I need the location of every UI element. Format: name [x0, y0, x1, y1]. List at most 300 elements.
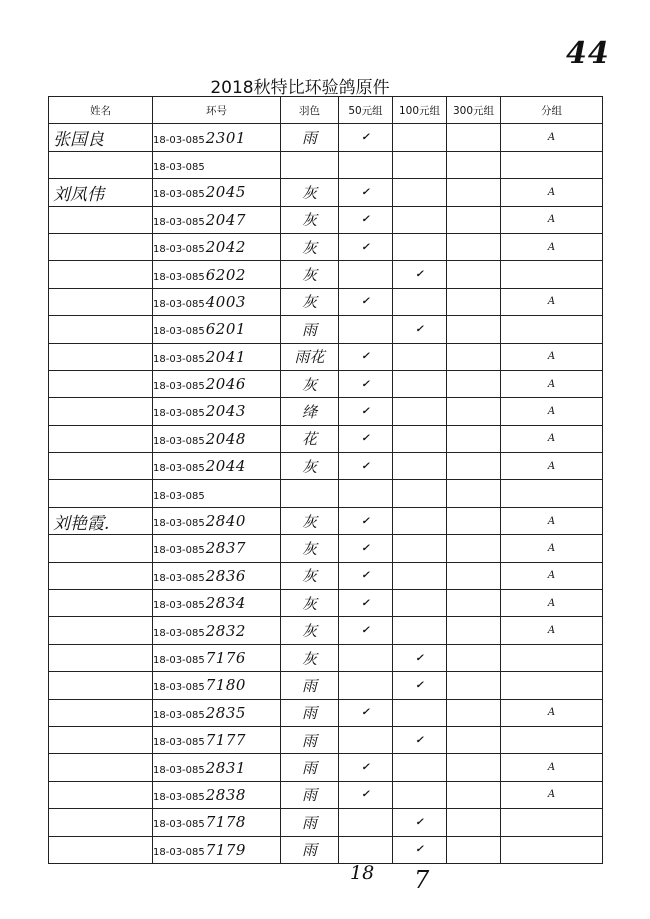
ring-number-cell: [153, 672, 281, 699]
group-300-check: [447, 726, 501, 753]
group-50-check: ✓: [339, 206, 393, 233]
ring-number-cell: [153, 809, 281, 836]
group-50-check: ✓: [339, 781, 393, 808]
group-letter: A: [501, 288, 603, 315]
group-letter: A: [501, 781, 603, 808]
owner-name-cell: [49, 644, 153, 671]
ring-number-cell: [153, 179, 281, 206]
ring-number-cell: [153, 617, 281, 644]
table-row: [49, 781, 603, 808]
owner-name: [49, 347, 53, 367]
feather-color-cell: [281, 809, 339, 836]
ring-prefix: 18-03-085: [153, 435, 205, 447]
group-300-check: [447, 809, 501, 836]
table-row: [49, 151, 603, 178]
feather-color: 花: [301, 430, 317, 449]
ring-prefix: 18-03-085: [153, 244, 205, 256]
owner-name-cell: [49, 124, 153, 151]
group-50-check: ✓: [339, 617, 393, 644]
table-body: [49, 124, 603, 864]
table-row: [49, 179, 603, 206]
ring-number-cell: [153, 151, 281, 178]
header-50-group: 50元组: [339, 97, 393, 124]
ring-prefix: 18-03-085: [153, 846, 205, 858]
owner-name: [49, 703, 53, 723]
group-300-check: [447, 562, 501, 589]
owner-name-cell: [49, 316, 153, 343]
ring-number-cell: [153, 261, 281, 288]
group-letter: [501, 151, 603, 178]
footer-count-50-group: 18: [350, 862, 375, 884]
ring-suffix: 2831: [205, 758, 246, 777]
ring-suffix: 2045: [205, 183, 246, 202]
feather-color-cell: [281, 343, 339, 370]
owner-name: [49, 429, 53, 449]
owner-name-cell: [49, 151, 153, 178]
group-letter: [501, 480, 603, 507]
owner-name: [49, 730, 53, 750]
owner-name-cell: [49, 398, 153, 425]
owner-name: [49, 675, 53, 695]
owner-name-cell: [49, 288, 153, 315]
feather-color: 雨: [301, 813, 317, 832]
owner-name: [49, 292, 53, 312]
ring-prefix: 18-03-085: [153, 819, 205, 831]
ring-number-cell: [153, 562, 281, 589]
group-50-check: [339, 809, 393, 836]
table-row: [49, 316, 603, 343]
ring-prefix: 18-03-085: [153, 408, 205, 420]
owner-name-cell: [49, 672, 153, 699]
group-50-check: [339, 151, 393, 178]
feather-color-cell: [281, 370, 339, 397]
group-50-check: ✓: [339, 590, 393, 617]
ring-number-cell: [153, 480, 281, 507]
group-300-check: [447, 535, 501, 562]
page-number: 44: [566, 36, 610, 71]
feather-color: 灰: [301, 457, 317, 476]
owner-name-cell: [49, 233, 153, 260]
group-300-check: [447, 507, 501, 534]
group-100-check: [393, 453, 447, 480]
feather-color: 雨: [301, 320, 317, 339]
group-letter: [501, 261, 603, 288]
ring-suffix: 2043: [205, 402, 246, 421]
ring-suffix: 2047: [205, 210, 246, 229]
group-100-check: ✓: [393, 809, 447, 836]
header-100-group: 100元组: [393, 97, 447, 124]
ring-number-cell: [153, 343, 281, 370]
ring-prefix: 18-03-085: [153, 655, 205, 666]
group-100-check: ✓: [393, 644, 447, 671]
owner-name: [49, 593, 53, 613]
ring-suffix: 7176: [205, 649, 246, 667]
ring-suffix: 2837: [205, 539, 246, 558]
owner-name-cell: [49, 425, 153, 452]
feather-color-cell: [281, 206, 339, 233]
ring-suffix: 6201: [205, 320, 246, 339]
feather-color-cell: [281, 480, 339, 507]
ring-prefix: 18-03-085: [153, 682, 205, 694]
ring-number-cell: [153, 370, 281, 397]
group-100-check: [393, 590, 447, 617]
group-300-check: [447, 179, 501, 206]
feather-color-cell: [281, 617, 339, 644]
owner-name-cell: [49, 754, 153, 781]
group-100-check: ✓: [393, 836, 447, 863]
group-50-check: ✓: [339, 562, 393, 589]
table-row: [49, 754, 603, 781]
owner-name: [49, 374, 53, 394]
ring-prefix: 18-03-085: [153, 518, 205, 530]
feather-color: 雨: [301, 759, 317, 778]
feather-color: 雨: [301, 786, 317, 805]
feather-color: 雨花: [294, 348, 325, 367]
ring-number-cell: [153, 233, 281, 260]
ring-suffix: 2836: [205, 566, 246, 585]
feather-color: 雨: [301, 704, 317, 723]
header-300-group: 300元组: [447, 97, 501, 124]
group-50-check: ✓: [339, 370, 393, 397]
feather-color-cell: [281, 151, 339, 178]
ring-suffix: 7180: [205, 676, 246, 695]
header-name: 姓名: [49, 97, 153, 124]
group-letter: A: [501, 617, 603, 644]
feather-color: 灰: [301, 539, 317, 558]
group-300-check: [447, 781, 501, 808]
group-100-check: [393, 398, 447, 425]
group-letter: [501, 836, 603, 863]
feather-color-cell: [281, 836, 339, 863]
owner-name-cell: [49, 480, 153, 507]
ring-suffix: 2832: [205, 621, 246, 640]
group-50-check: ✓: [339, 453, 393, 480]
ring-suffix: 2048: [205, 429, 246, 448]
group-100-check: [393, 617, 447, 644]
owner-name: [49, 648, 53, 668]
group-300-check: [447, 754, 501, 781]
feather-color-cell: [281, 699, 339, 726]
group-300-check: [447, 343, 501, 370]
feather-color-cell: [281, 261, 339, 288]
owner-name: [49, 319, 53, 339]
owner-name: [49, 401, 53, 421]
table-row: [49, 453, 603, 480]
ring-number-cell: [153, 590, 281, 617]
group-300-check: [447, 480, 501, 507]
feather-color-cell: [281, 726, 339, 753]
ring-suffix: 7177: [205, 731, 246, 750]
group-50-check: [339, 480, 393, 507]
feather-color: 灰: [301, 567, 317, 586]
group-letter: A: [501, 398, 603, 425]
table-row: [49, 343, 603, 370]
table-row: [49, 672, 603, 699]
group-100-check: [393, 343, 447, 370]
group-50-check: ✓: [339, 699, 393, 726]
group-100-check: [393, 151, 447, 178]
group-50-check: [339, 261, 393, 288]
owner-name: [49, 155, 53, 175]
feather-color: 灰: [301, 238, 317, 257]
ring-prefix: 18-03-085: [153, 161, 205, 173]
group-300-check: [447, 151, 501, 178]
feather-color-cell: [281, 644, 339, 671]
ring-prefix: 18-03-085: [153, 600, 205, 612]
group-letter: A: [501, 590, 603, 617]
table-row: [49, 124, 603, 151]
owner-name: [49, 812, 53, 832]
table-row: [49, 480, 603, 507]
group-100-check: [393, 781, 447, 808]
owner-name-cell: [49, 179, 153, 206]
ring-prefix: 18-03-085: [153, 298, 205, 310]
ring-prefix: 18-03-085: [153, 627, 205, 639]
group-50-check: [339, 672, 393, 699]
feather-color: 灰: [301, 266, 317, 285]
group-letter: A: [501, 453, 603, 480]
feather-color-cell: [281, 453, 339, 480]
feather-color-cell: [281, 179, 339, 206]
group-letter: A: [501, 507, 603, 534]
owner-name: 刘艳霞.: [53, 513, 110, 534]
ring-number-cell: [153, 453, 281, 480]
ring-number-cell: [153, 699, 281, 726]
ring-prefix: 18-03-085: [153, 326, 205, 338]
table-row: [49, 261, 603, 288]
header-feather-color: 羽色: [281, 97, 339, 124]
group-50-check: ✓: [339, 754, 393, 781]
group-letter: [501, 726, 603, 753]
owner-name-cell: [49, 343, 153, 370]
owner-name: 张国良: [53, 130, 104, 151]
group-300-check: [447, 316, 501, 343]
group-300-check: [447, 425, 501, 452]
table-row: [49, 590, 603, 617]
header-group: 分组: [501, 97, 603, 124]
table-row: [49, 370, 603, 397]
feather-color: 雨: [301, 731, 317, 750]
owner-name-cell: [49, 699, 153, 726]
ring-number-cell: [153, 206, 281, 233]
group-100-check: ✓: [393, 261, 447, 288]
feather-color-cell: [281, 754, 339, 781]
feather-color: 灰: [301, 594, 317, 613]
feather-color-cell: [281, 288, 339, 315]
group-100-check: [393, 699, 447, 726]
owner-name-cell: [49, 726, 153, 753]
group-letter: A: [501, 179, 603, 206]
table-row: [49, 233, 603, 260]
ring-number-cell: [153, 316, 281, 343]
feather-color: 灰: [301, 512, 317, 531]
feather-color: 灰: [301, 293, 317, 312]
group-50-check: ✓: [339, 343, 393, 370]
ring-prefix: 18-03-085: [153, 216, 205, 228]
owner-name-cell: [49, 370, 153, 397]
ring-prefix: 18-03-085: [153, 490, 205, 502]
group-100-check: [393, 288, 447, 315]
feather-color-cell: [281, 507, 339, 534]
table-row: [49, 836, 603, 863]
table-row: [49, 206, 603, 233]
group-letter: A: [501, 370, 603, 397]
group-100-check: ✓: [393, 672, 447, 699]
ring-suffix: 2046: [205, 375, 246, 394]
ring-number-cell: [153, 836, 281, 863]
table-row: [49, 644, 603, 671]
table-row: [49, 535, 603, 562]
footer-count-100-group: 7: [414, 866, 430, 894]
feather-color: 雨: [301, 841, 317, 860]
feather-color: 灰: [301, 649, 317, 668]
owner-name-cell: [49, 562, 153, 589]
group-50-check: ✓: [339, 507, 393, 534]
ring-prefix: 18-03-085: [153, 709, 205, 721]
group-letter: [501, 809, 603, 836]
group-50-check: ✓: [339, 288, 393, 315]
ring-suffix: 2041: [205, 347, 246, 366]
group-50-check: [339, 836, 393, 863]
ring-prefix: 18-03-085: [153, 271, 205, 283]
feather-color: 绛: [301, 402, 317, 421]
group-50-check: [339, 316, 393, 343]
ring-prefix: 18-03-085: [153, 353, 205, 365]
feather-color-cell: [281, 590, 339, 617]
ring-prefix: 18-03-085: [153, 189, 205, 201]
group-300-check: [447, 370, 501, 397]
feather-color: 雨: [301, 129, 317, 148]
table-row: [49, 288, 603, 315]
ring-suffix: 2838: [205, 785, 246, 804]
ring-suffix: 2834: [205, 594, 246, 613]
owner-name: [49, 840, 53, 860]
owner-name: [49, 265, 53, 285]
feather-color: 灰: [301, 211, 317, 230]
group-300-check: [447, 699, 501, 726]
ring-prefix: 18-03-085: [153, 545, 205, 557]
owner-name: [49, 237, 53, 257]
group-300-check: [447, 836, 501, 863]
feather-color-cell: [281, 562, 339, 589]
ring-prefix: 18-03-085: [153, 737, 205, 749]
group-300-check: [447, 590, 501, 617]
feather-color-cell: [281, 124, 339, 151]
ring-suffix: 2044: [205, 457, 246, 476]
ring-number-cell: [153, 535, 281, 562]
ring-suffix: 4003: [205, 292, 246, 311]
ring-suffix: 2835: [205, 703, 246, 722]
ring-prefix: 18-03-085: [153, 572, 205, 584]
group-300-check: [447, 644, 501, 671]
feather-color: 灰: [301, 375, 317, 394]
ring-prefix: 18-03-085: [153, 381, 205, 393]
ring-suffix: 7179: [205, 840, 246, 859]
ring-number-cell: [153, 425, 281, 452]
table-row: [49, 699, 603, 726]
feather-color-cell: [281, 398, 339, 425]
table-row: [49, 809, 603, 836]
owner-name-cell: [49, 617, 153, 644]
group-100-check: [393, 179, 447, 206]
owner-name: [49, 210, 53, 230]
ring-prefix: 18-03-085: [153, 134, 205, 146]
group-letter: [501, 644, 603, 671]
ring-number-cell: [153, 398, 281, 425]
ring-suffix: 7178: [205, 813, 246, 832]
group-50-check: ✓: [339, 233, 393, 260]
owner-name-cell: [49, 453, 153, 480]
group-300-check: [447, 453, 501, 480]
feather-color-cell: [281, 781, 339, 808]
group-letter: A: [501, 343, 603, 370]
group-300-check: [447, 206, 501, 233]
group-letter: A: [501, 124, 603, 151]
owner-name: [49, 758, 53, 778]
group-300-check: [447, 617, 501, 644]
group-letter: [501, 316, 603, 343]
ring-number-cell: [153, 124, 281, 151]
ring-suffix: 2301: [205, 128, 246, 147]
feather-color: 雨: [301, 676, 317, 695]
feather-color-cell: [281, 425, 339, 452]
owner-name-cell: [49, 507, 153, 534]
ring-number-cell: [153, 754, 281, 781]
owner-name: [49, 566, 53, 586]
group-100-check: [393, 480, 447, 507]
document-title: 2018秋特比环验鸽原件: [210, 78, 390, 98]
group-letter: A: [501, 425, 603, 452]
ring-prefix: 18-03-085: [153, 791, 205, 803]
group-100-check: ✓: [393, 726, 447, 753]
group-letter: A: [501, 754, 603, 781]
group-50-check: ✓: [339, 124, 393, 151]
ring-number-cell: [153, 781, 281, 808]
ring-suffix: 2840: [205, 512, 246, 531]
group-300-check: [447, 672, 501, 699]
group-100-check: [393, 754, 447, 781]
table-header-row: [49, 97, 603, 124]
ring-suffix: 2042: [205, 238, 246, 257]
ring-number-cell: [153, 726, 281, 753]
feather-color-cell: [281, 672, 339, 699]
group-50-check: ✓: [339, 398, 393, 425]
ring-prefix: 18-03-085: [153, 463, 205, 475]
table-row: [49, 617, 603, 644]
owner-name: 刘凤伟: [53, 184, 104, 205]
owner-name: [49, 538, 53, 558]
feather-color: 灰: [301, 622, 317, 641]
group-50-check: ✓: [339, 535, 393, 562]
group-letter: A: [501, 535, 603, 562]
owner-name: [49, 621, 53, 641]
owner-name: [49, 456, 53, 476]
group-50-check: [339, 644, 393, 671]
table-row: [49, 425, 603, 452]
group-letter: A: [501, 206, 603, 233]
table-row: [49, 726, 603, 753]
group-letter: A: [501, 233, 603, 260]
pigeon-registry-table: [48, 96, 603, 864]
table-row: [49, 398, 603, 425]
feather-color-cell: [281, 535, 339, 562]
group-letter: [501, 672, 603, 699]
ring-number-cell: [153, 288, 281, 315]
feather-color-cell: [281, 233, 339, 260]
table-row: [49, 562, 603, 589]
owner-name-cell: [49, 836, 153, 863]
group-100-check: [393, 562, 447, 589]
